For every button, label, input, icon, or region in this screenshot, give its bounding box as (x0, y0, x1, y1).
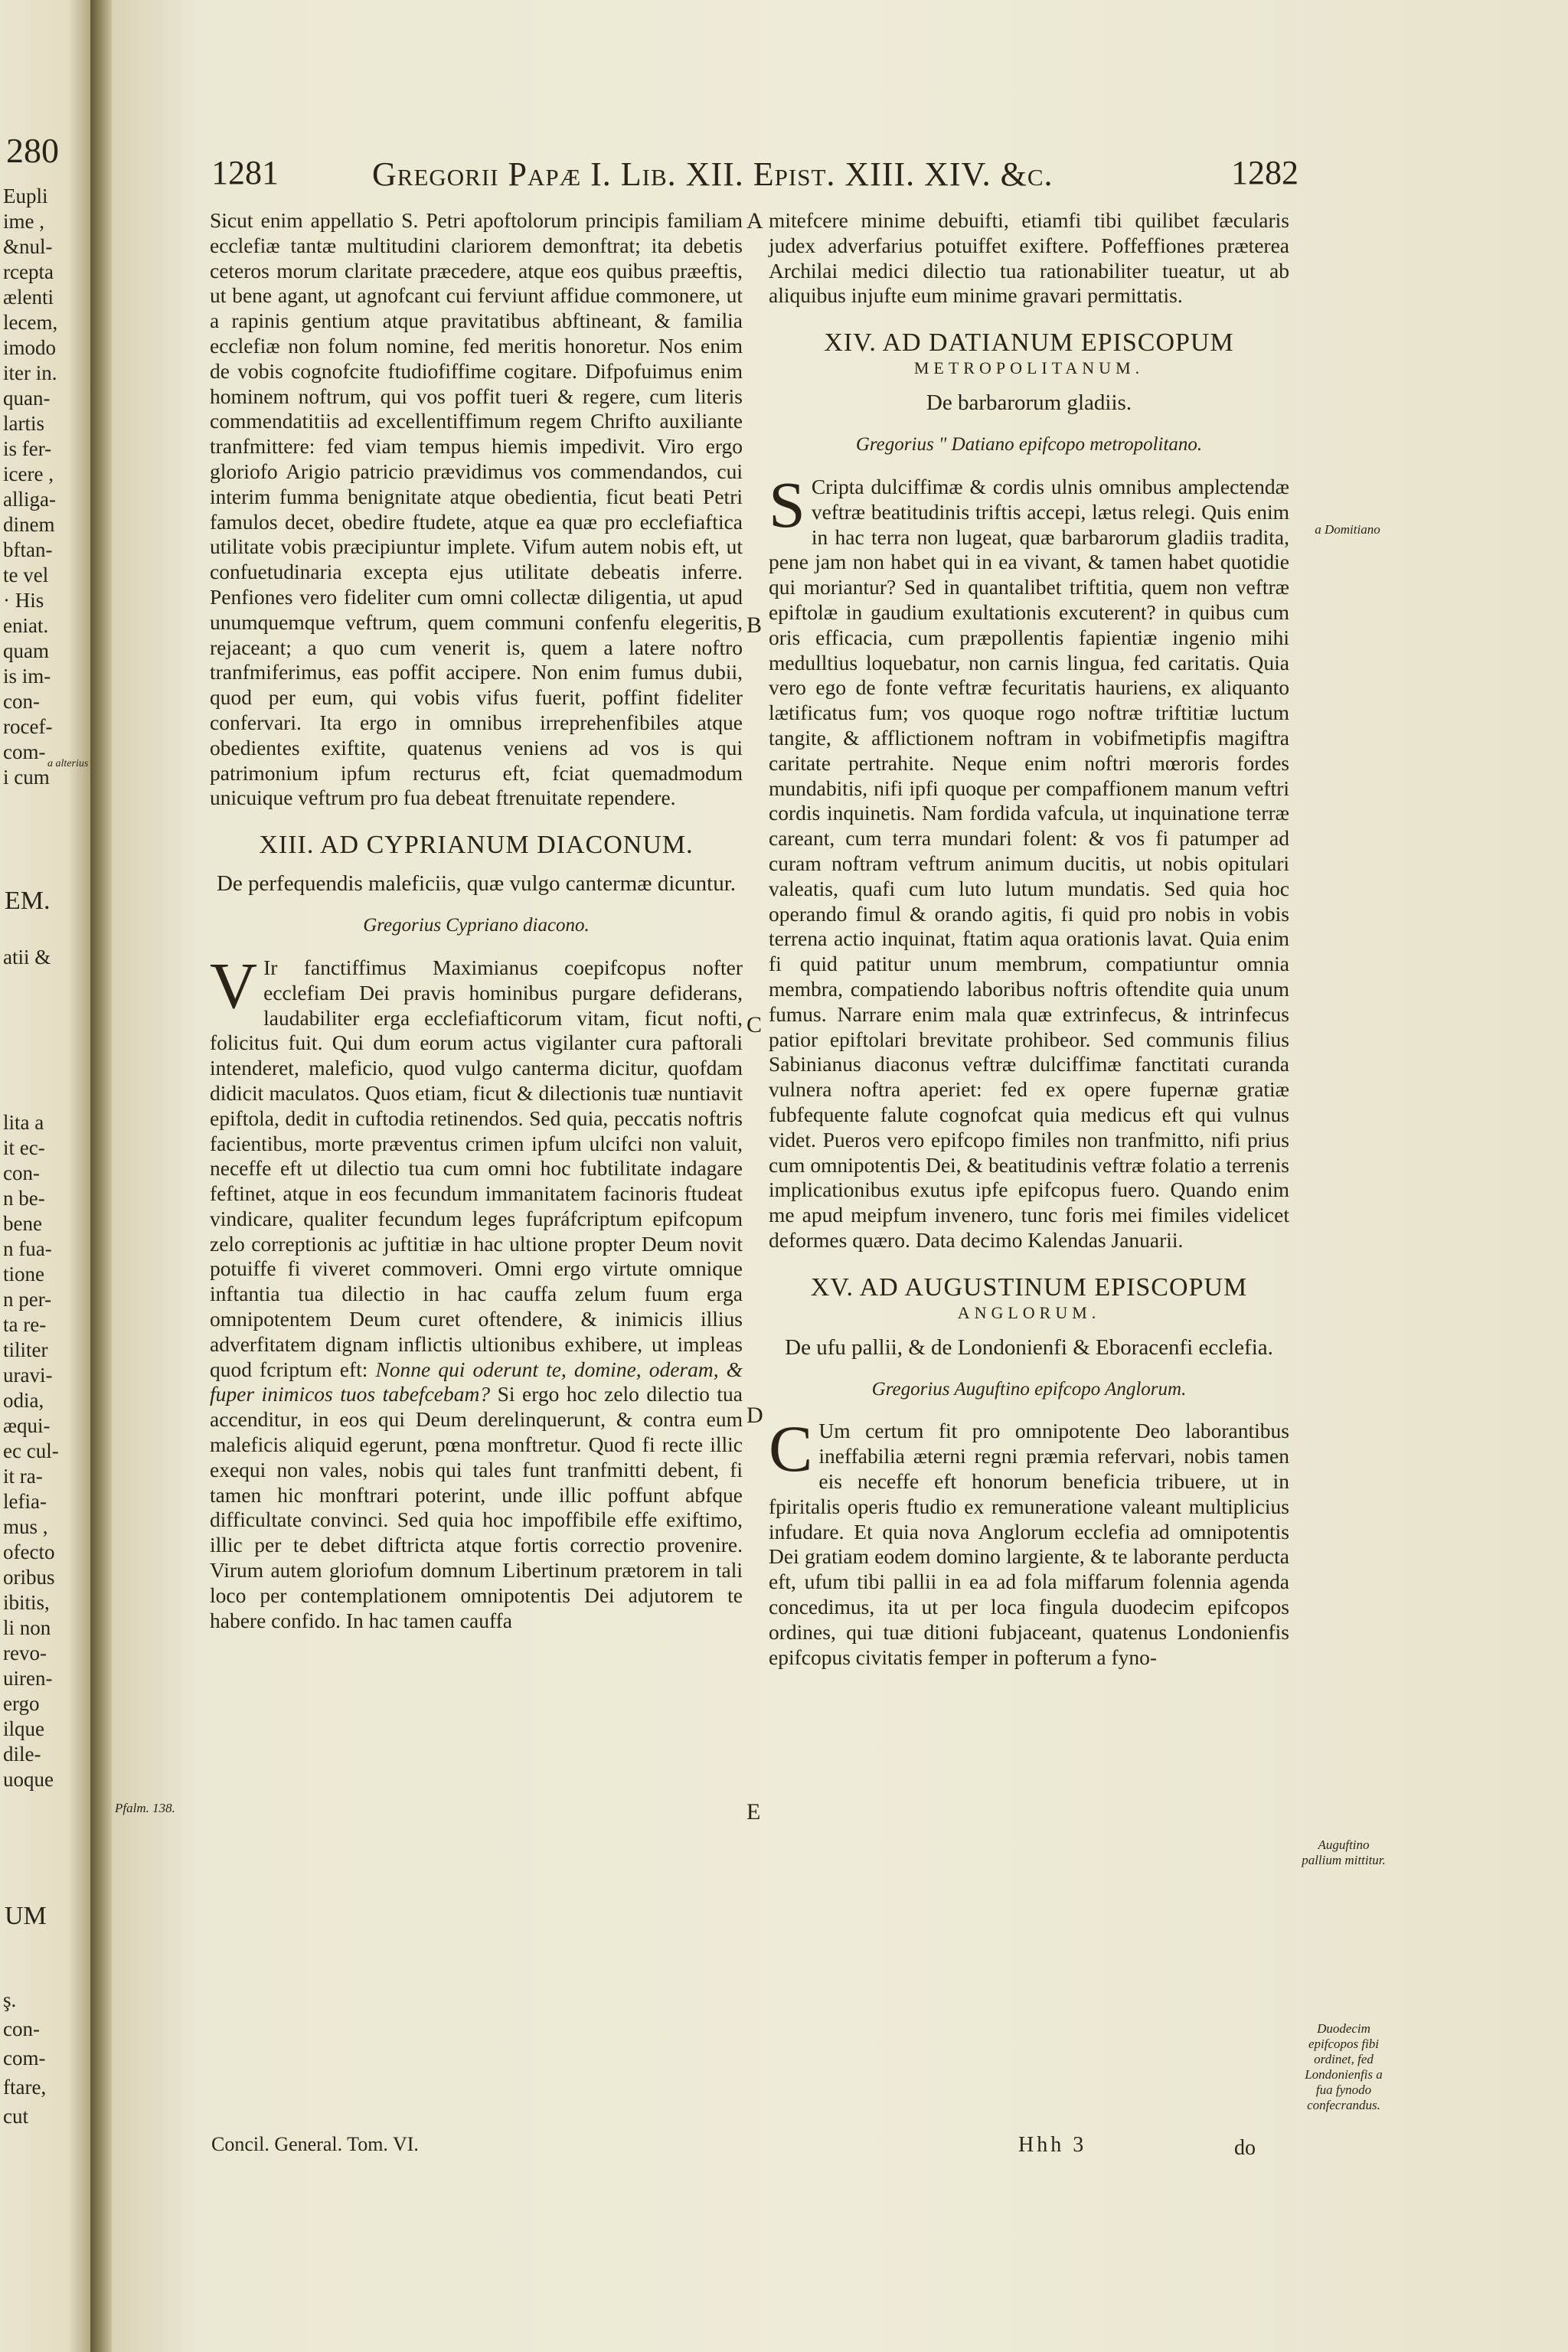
facing-page-line: ş. (3, 1988, 17, 2011)
facing-page-line: ælenti (3, 286, 54, 309)
facing-page-number: 280 (6, 131, 59, 170)
facing-page-line: n be- (3, 1187, 45, 1210)
epistle-13-body: V Ir fanctiffimus Maximianus coepifcopus nofter ecclefiam Dei pravis hominibus purgare defiderans, laudabiliter erga ecclefiafticorum vitam, ficut nofti, folicitus fuit. Qui dum eorum actus vigilanter cura paftorali intenderet, maleficio, quod vulgo canterma dicitur, quofdam didicit maculatos. Quos etiam, ficut & dilectionis tuæ nuntiavit epiftola, dedit in cuftodia retinendos. Sed quia, peccatis noftris facientibus, morte præventus crimen ipfum ulcifci non valuit, neceffe eft ut dilectio tua cum omni hoc fubtilitate indagare feftinet, atque in eos fecundum immanitatem facinoris ftudeat vindicare, qualiter fecundum leges fupráfcriptum epifcopum zelo correptionis ac juftitiæ in hac ultione propter Deum novit potuiffe fi viveret commoveri. Omni ergo virtute omnique inftantia tua dilectio in hac cauffa zelum fuum erga omnipotentem Deum curet oftendere, & inimicis illius adverfitatem dignam inflictis ultionibus exhibere, ut impleas quod fcriptum eft: Nonne qui oderunt te, domine, oderam, & fuper inimicos tuos tabefcebam? Si ergo hoc zelo dilectio tua accenditur, in eos qui Deum derelinquerunt, & contra eum maleficis aliquid egerunt, pœna monftretur. Quod fi recte illic exequi non vales, nobis qui tales funt tranfmitti debent, fi tamen hic monftrari poterint, unde illic poffunt abfque difficultate convinci. Sed quia hoc impoffibile effe exiftimo, illic per te debet diftricta atque fortis correctio provenire. Virum autem gloriofum domnum Libertinum prætorem in tali loco per contemplationem omnipotentis Dei adjutorem te habere confido. In hac tamen cauffa (210, 948, 743, 1632)
facing-page-line: te vel (3, 564, 49, 586)
epistle-14-body: S Cripta dulciffimæ & cordis ulnis omnibus amplectendæ veftræ beatitudinis triftis accepi, lætus relegi. Quis enim in hac terra non lugeat, quæ barbarorum gladiis tradita, pene jam non habet qui in ea vivant, & tamen habet quotidie qui moriantur? Sed in quantalibet triftitia, quem non veftræ epiftolæ in gaudium exultationis excuterent? in quibus cum oris efficacia, cum præpollentis fapientiæ ingenio mihi medulltius loquebatur, non carnis lingua, fed caritatis. Quia vero ego de fonte veftræ fecuritatis hauriens, ex aliquanto lætificatus fum; vos quoque rogo noftræ triftitiæ luctum tangite, & afflictionem noftram in vobifmetipfis magiftra caritate pertrahite. Neque enim noftri mœroris fordes mundabitis, nifi ipfi quoque per compaffionem manum veftri cordis inquinetis. Nam fordida vafcula, ut inquinatione terræ careant, cum terra mundari folent: & vos fi patumper ad curam noftram veftrum animum ducitis, ut nobis opitulari valeatis, quafi cum luto lutum mundatis. Sed quia hoc operando fimul & orando agitis, fi quid pro nobis in vobis terrena actio inquinat, ftatim aqua orationis lavat. Quia enim fi quid patitur unum membrum, compatiuntur omnia membra, compatiendo laboribus noftris oftendite quia unum fumus. Narrare enim mala quæ extrinfecus, & intrinfecus patior epiftolari brevitate prohibeor. Sed communis filius Sabinianus diaconus veftræ dulciffimæ fanctitati curanda vulnera noftra aperiet: fed ex opere fupernæ gratiæ fubfequente falute cognofcat quia medicus eft qui vulnus videt. Pueros vero epifcopo fimiles non tranfmitto, nifi prius cum omnipotentis Dei, & beatitudinis veftræ folatio a terrenis implicationibus exutus ipfe epifcopus fuero. Quando enim me apud meipfum invenero, tunc foris mei fimiles videlicet deformes quæro. Data decimo Kalendas Januarii. (769, 467, 1289, 1252)
facing-page-line: lita a (3, 1111, 44, 1134)
drop-cap-c: C (769, 1412, 813, 1486)
facing-page-line: con- (3, 1161, 40, 1184)
facing-page-line: · His (3, 589, 44, 612)
facing-page-line: &nul- (3, 235, 53, 258)
facing-page-line: lartis (3, 412, 44, 435)
facing-page-line: uravi- (3, 1364, 53, 1387)
catchword: do (1234, 2136, 1256, 2160)
facing-page-line: quam (3, 639, 49, 662)
running-title: Gregorii Papæ I. Lib. XII. Epist. XIII. XIV. &c. (372, 155, 1054, 193)
facing-page-line: ergo (3, 1692, 40, 1715)
facing-page-line: bftan- (3, 538, 53, 561)
epistle-15-subtitle: ANGLORUM. (957, 1302, 1101, 1322)
facing-page-line: uoque (3, 1768, 54, 1791)
drop-cap-v: V (210, 948, 258, 1022)
facing-page-line: ta re- (3, 1313, 47, 1336)
facing-page-line: æqui- (3, 1414, 51, 1437)
facing-page-line: is im- (3, 665, 51, 688)
section-marker-e: E (746, 1799, 761, 1824)
facing-page-line: tione (3, 1263, 44, 1285)
facing-page-line: mus , (3, 1515, 48, 1538)
margin-note-augustino: Auguftino pallium mittitur. (1302, 1838, 1386, 1867)
facing-page-heading: EM. (5, 887, 51, 915)
right-column (769, 208, 1289, 1670)
facing-page-line: uiren- (3, 1667, 53, 1690)
facing-page-line: ofecto (3, 1540, 55, 1563)
facing-page-line: rocef- (3, 715, 53, 738)
facing-page-line: ibitis, (3, 1591, 50, 1614)
epistle-14-subtitle: METROPOLITANUM. (913, 358, 1145, 378)
page-number-left: 1281 (211, 154, 279, 191)
facing-page-line: i cum (3, 766, 50, 789)
facing-page-line: li non (3, 1616, 51, 1639)
facing-page-line: it ra- (3, 1465, 43, 1488)
section-marker-c: C (746, 1012, 763, 1037)
signature-mark: Hhh 3 (1018, 2133, 1087, 2157)
epistle-15-body: C Um certum fit pro omnipotente Deo laborantibus ineffabilia æterni regni præmia refervari, nobis tamen eis neceffe eft honorum beneficia tribuere, ut in fpiritalis operis ftudio ex remuneratione valeant multiplicius infudare. Et quia nova Anglorum ecclefia ad omnipotentis Dei gratiam eodem domino largiente, & te laborante perducta eft, ufum tibi pallii in ea ad fola miffarum folennia agenda concedimus, ita ut per loca fingula duodecim epifcopos ordines, qui tuæ ditioni fubjaceant, quatenus Londonienfis epifcopus civitatis femper in pofterum a fyno- (769, 1412, 1289, 1669)
facing-page-line: ftare, (3, 2076, 47, 2099)
facing-page-line: it ec- (3, 1136, 45, 1159)
epistle-15-argument: De ufu pallii, & de Londonienfi & Eboracenfi ecclefia. (785, 1334, 1273, 1360)
facing-page-line: alliga- (3, 488, 56, 511)
margin-note-psalm: Pfalm. 138. (115, 1801, 175, 1815)
psalm-quotation: Nonne qui oderunt te, domine, oderam, & fuper inimicos tuos tabefcebam? (210, 1357, 743, 1406)
epistle-14-title: XIV. AD DATIANUM EPISCOPUM (824, 328, 1234, 358)
facing-page-line: iter in. (3, 361, 57, 384)
facing-page-line: ec cul- (3, 1439, 59, 1462)
epistle-15-salutation: Gregorius Auguftino epifcopo Anglorum. (871, 1378, 1187, 1400)
section-marker-b: B (746, 612, 763, 638)
epistle-15-title: XV. AD AUGUSTINUM EPISCOPUM (810, 1272, 1248, 1302)
facing-page-line: con- (3, 690, 40, 713)
facing-page-line: lecem, (3, 311, 58, 334)
facing-page-line: con- (3, 2017, 40, 2040)
facing-page-line: eniat. (3, 614, 49, 637)
facing-page-heading: UM (5, 1902, 47, 1930)
facing-page-line: tiliter (3, 1338, 48, 1361)
epistle-12-conclusion: Sicut enim appellatio S. Petri apoftolorum principis familiam ecclefiæ tantæ multitudini clariorem demonftrat; ita debetis ceteros morum claritate præcedere, atque eos quibus præeftis, ut bene agant, ut agnofcant cui ferviunt affidue commonere, ut a rapinis gentium atque pravitatibus abftineant, & familia ecclefiæ non folum nomine, fed meritis honoretur. Nos enim de vobis cognofcite ftudiofiffime cogitare. Difpofuimus enim hominem noftrum, qui vos poffit tueri & regere, cum literis commendatitiis ad excellentiffimum regem Chrifto auxiliante tranfmittere: fed viam tempus hiemis impedivit. Viro ergo gloriofo Arigio patricio prævidimus vos commendandos, cui interim fumma benignitate atque obedientia, ficut beati Petri famulos decet, obedire ftudete, atque ea quæ pro ecclefiaftica utilitate vobis præcipiuntur implete. Vifum autem nobis eft, ut confuetudinaria excepta ejus utilitate debeatis inferre. Penfiones vero fideliter cum omni collectæ diligentia, ut apud unumquemque veftrum, quem communi confenfu elegeritis, rejaceant; a quo cum venerit is, quem a latere noftro tranfmiferimus, eas poffit accipere. Non enim fumus dubii, quod per eum, qui vobis vifus fuerit, poffint fideliter confervari. Ita ergo in omnibus irreprehenfibiles atque obedientes exiftite, quatenus veniens ad vos is qui patrimonium ipfum recturus eft, fciat quemadmodum unicuique veftrum pro fua debeat ftrenuitate rependere. (210, 208, 743, 810)
facing-page-line: com- (3, 2047, 46, 2069)
facing-page-line: quan- (3, 387, 51, 410)
facing-page-line: revo- (3, 1642, 47, 1664)
margin-note-duodecim: Duodecim epifcopos fibi ordinet, fed Londonienfis a fua fynodo confecrandus. (1305, 2021, 1383, 2112)
facing-page-line: Eupli (3, 185, 48, 207)
running-head (211, 153, 1298, 207)
section-marker-d: D (746, 1403, 763, 1428)
facing-page-line: oribus (3, 1566, 55, 1589)
left-column (210, 208, 743, 1633)
footer-reference: Concil. General. Tom. VI. (211, 2133, 419, 2155)
margin-note-domitiano: a Domitiano (1315, 522, 1380, 537)
epistle-14-salutation: Gregorius " Datiano epifcopo metropolitano. (855, 434, 1203, 456)
epistle-13-conclusion: mitefcere minime debuifti, etiamfi tibi quilibet fæcularis judex adverfarius potuiffet exiftere. Poffeffiones præterea Archilai medici dilectio tua rationabiliter tueatur, ut ab aliquibus injufte eum minime gravari permittatis. (769, 208, 1289, 308)
facing-page-line: imodo (3, 336, 57, 359)
facing-page-line: dile- (3, 1743, 41, 1766)
facing-page-line: is fer- (3, 437, 52, 460)
facing-page-line: rcepta (3, 260, 54, 283)
facing-page-line: dinem (3, 513, 55, 536)
facing-page-line: com- (3, 740, 46, 763)
facing-page-line: icere , (3, 462, 54, 485)
epistle-13-argument: De perfequendis maleficiis, quæ vulgo cantermæ dicuntur. (216, 871, 737, 897)
facing-page-margin-note: a alterius (47, 758, 89, 769)
epistle-14-argument: De barbarorum gladiis. (926, 390, 1132, 416)
facing-page-line: cut (3, 2105, 28, 2128)
facing-page-edge (0, 0, 90, 2352)
page-number-right: 1282 (1231, 154, 1298, 191)
facing-page-line: ime , (3, 210, 44, 233)
facing-page-line: lefia- (3, 1490, 47, 1513)
book-gutter (90, 0, 112, 2352)
facing-page-line: atii & (3, 946, 51, 969)
facing-page-line: n fua- (3, 1237, 52, 1260)
facing-page-line: odia, (3, 1389, 44, 1412)
facing-page-line: n per- (3, 1288, 52, 1311)
epistle-13-title: XIII. AD CYPRIANUM DIACONUM. (259, 831, 694, 860)
section-marker-a: A (746, 208, 763, 234)
epistle-13-salutation: Gregorius Cypriano diacono. (363, 915, 590, 936)
drop-cap-s: S (769, 467, 805, 541)
facing-page-line: ilque (3, 1717, 44, 1740)
facing-page-line: bene (3, 1212, 42, 1235)
